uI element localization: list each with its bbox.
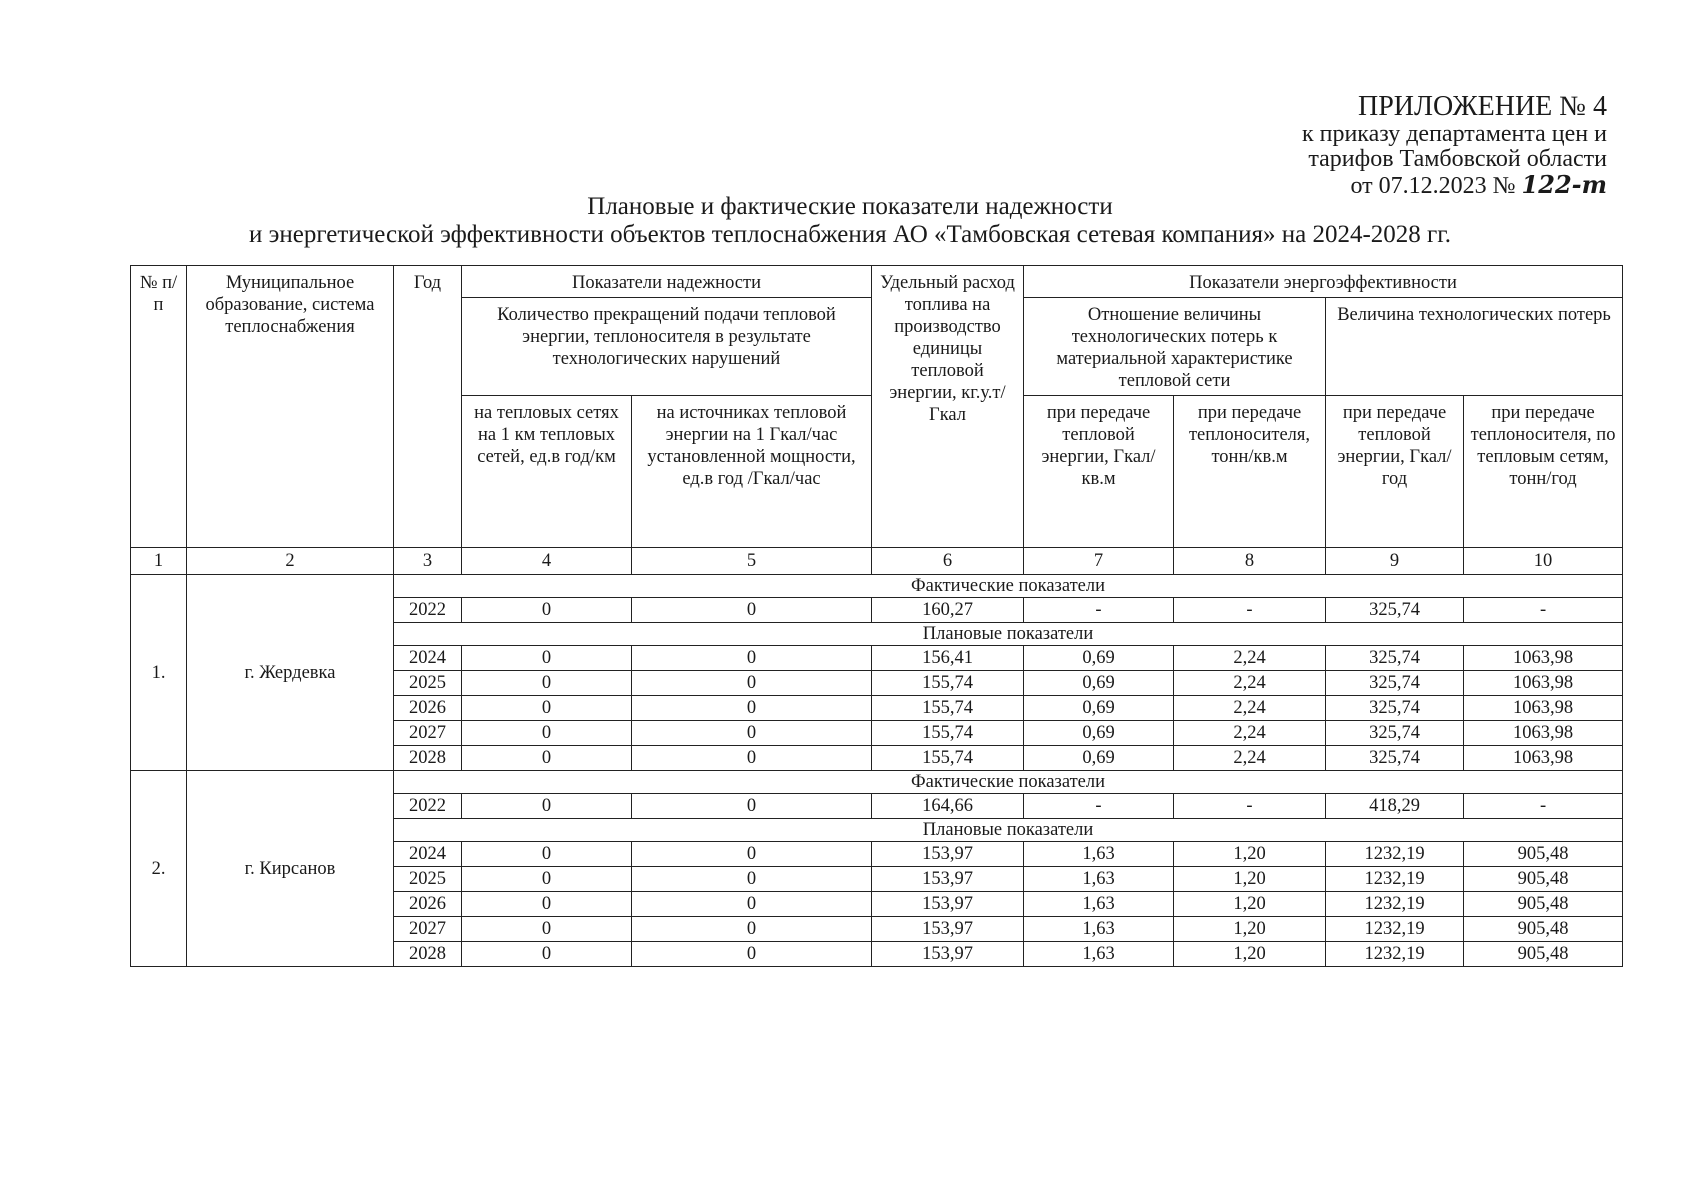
table-cell: 1063,98	[1464, 646, 1623, 671]
table-cell: 0	[632, 696, 872, 721]
header-loss-value: Величина технологических потерь	[1326, 298, 1623, 396]
row-index: 1.	[131, 575, 187, 771]
header-energy-efficiency: Показатели энергоэффективности	[1024, 266, 1623, 298]
header-ratio-carrier: при передаче теплоносителя, тонн/кв.м	[1174, 396, 1326, 548]
table-cell: 325,74	[1326, 671, 1464, 696]
table-cell: 0	[632, 746, 872, 771]
table-cell: -	[1024, 598, 1174, 623]
header-reliability: Показатели надежности	[462, 266, 872, 298]
table-cell: 0	[462, 746, 632, 771]
table-cell: -	[1174, 794, 1326, 819]
table-cell: 0	[462, 721, 632, 746]
table-cell: 1063,98	[1464, 721, 1623, 746]
indicators-table	[130, 265, 1623, 967]
table-cell: 0	[462, 646, 632, 671]
column-number: 3	[394, 548, 462, 575]
table-cell: 0,69	[1024, 746, 1174, 771]
municipality-name: г. Кирсанов	[187, 771, 394, 967]
table-cell: 325,74	[1326, 646, 1464, 671]
table-cell: 1232,19	[1326, 892, 1464, 917]
table-cell: 2025	[394, 867, 462, 892]
header-year: Год	[394, 266, 462, 548]
table-cell: 1,20	[1174, 917, 1326, 942]
table-cell: 905,48	[1464, 892, 1623, 917]
table-cell: 155,74	[872, 671, 1024, 696]
column-number: 5	[632, 548, 872, 575]
table-cell: 1,20	[1174, 892, 1326, 917]
row-index: 2.	[131, 771, 187, 967]
document-title	[150, 193, 1550, 249]
table-cell: 155,74	[872, 746, 1024, 771]
table-cell: 0	[462, 696, 632, 721]
table-cell: 2,24	[1174, 746, 1326, 771]
header-interruptions: Количество прекращений подачи тепловой энергии, теплоносителя в результате технологических нарушений	[462, 298, 872, 396]
table-cell: 0,69	[1024, 646, 1174, 671]
table-cell: -	[1174, 598, 1326, 623]
column-number: 8	[1174, 548, 1326, 575]
table-cell: 1232,19	[1326, 942, 1464, 967]
table-cell: 2027	[394, 917, 462, 942]
table-cell: 1063,98	[1464, 746, 1623, 771]
section-label-actual: Фактические показатели	[394, 771, 1623, 794]
section-row-actual	[131, 575, 1623, 598]
header-loss-carrier: при передаче теплоносителя, по тепловым сетям, тонн/год	[1464, 396, 1623, 548]
table-cell: 153,97	[872, 867, 1024, 892]
table-cell: 160,27	[872, 598, 1024, 623]
table-cell: 164,66	[872, 794, 1024, 819]
table-cell: 1,63	[1024, 842, 1174, 867]
table-cell: 153,97	[872, 892, 1024, 917]
table-cell: 2026	[394, 892, 462, 917]
table-cell: 1,63	[1024, 917, 1174, 942]
header-on-networks: на тепловых сетях на 1 км тепловых сетей, ед.в год/км	[462, 396, 632, 548]
table-cell: 0	[462, 917, 632, 942]
table-cell: 2028	[394, 942, 462, 967]
order-date: от 07.12.2023 №	[1350, 173, 1516, 199]
table-cell: 0	[462, 598, 632, 623]
header-ratio-heat: при передаче тепловой энергии, Гкал/кв.м	[1024, 396, 1174, 548]
table-cell: 325,74	[1326, 696, 1464, 721]
table-cell: 905,48	[1464, 942, 1623, 967]
header-row-1	[131, 266, 1623, 298]
table-cell: 0	[632, 942, 872, 967]
table-cell: 0	[632, 646, 872, 671]
table-cell: 2,24	[1174, 721, 1326, 746]
table-cell: 0	[632, 892, 872, 917]
column-number: 6	[872, 548, 1024, 575]
table-cell: 0	[632, 794, 872, 819]
header-loss-heat: при передаче тепловой энергии, Гкал/год	[1326, 396, 1464, 548]
table-cell: 0	[632, 842, 872, 867]
title-line-2: и энергетической эффективности объектов теплоснабжения АО «Тамбовская сетевая компания» на 2024-2028 гг.	[249, 221, 1451, 248]
table-cell: 2028	[394, 746, 462, 771]
table-cell: 1,20	[1174, 842, 1326, 867]
header-municipality: Муниципальное образование, система теплоснабжения	[187, 266, 394, 548]
table-cell: 153,97	[872, 942, 1024, 967]
table-cell: 1063,98	[1464, 671, 1623, 696]
table-cell: 2022	[394, 598, 462, 623]
table-cell: 1232,19	[1326, 867, 1464, 892]
table-cell: 325,74	[1326, 721, 1464, 746]
table-cell: 0	[632, 917, 872, 942]
table-cell: 1,63	[1024, 867, 1174, 892]
section-row-actual	[131, 771, 1623, 794]
table-cell: 1,63	[1024, 942, 1174, 967]
table-cell: 0	[632, 721, 872, 746]
table-cell: -	[1024, 794, 1174, 819]
table-cell: 1,20	[1174, 867, 1326, 892]
header-on-sources: на источниках тепловой энергии на 1 Гкал/час установленной мощности, ед.в год /Гкал/час	[632, 396, 872, 548]
table-cell: 2022	[394, 794, 462, 819]
table-cell: 0	[632, 671, 872, 696]
table-cell: 325,74	[1326, 598, 1464, 623]
table-cell: 156,41	[872, 646, 1024, 671]
table-cell: 2027	[394, 721, 462, 746]
table-cell: 0	[462, 867, 632, 892]
table-cell: 1232,19	[1326, 917, 1464, 942]
column-number: 7	[1024, 548, 1174, 575]
table-cell: 0,69	[1024, 721, 1174, 746]
column-numbers-row	[131, 548, 1623, 575]
table-cell: 2025	[394, 671, 462, 696]
table-cell: 2024	[394, 842, 462, 867]
column-number: 2	[187, 548, 394, 575]
header-num: № п/п	[131, 266, 187, 548]
appendix-title: ПРИЛОЖЕНИЕ № 4	[1358, 91, 1607, 122]
table-cell: 0	[462, 794, 632, 819]
column-number: 1	[131, 548, 187, 575]
appendix-line-2: тарифов Тамбовской области	[1308, 146, 1607, 172]
table-cell: 0	[462, 892, 632, 917]
table-cell: 2,24	[1174, 671, 1326, 696]
header-fuel: Удельный расход топлива на производство единицы тепловой энергии, кг.у.т/Гкал	[872, 266, 1024, 548]
table-cell: 0,69	[1024, 696, 1174, 721]
section-label-plan: Плановые показатели	[394, 623, 1623, 646]
header-loss-ratio: Отношение величины технологических потерь к материальной характеристике тепловой сети	[1024, 298, 1326, 396]
table-cell: 155,74	[872, 721, 1024, 746]
table-cell: 0	[632, 867, 872, 892]
table-cell: 153,97	[872, 842, 1024, 867]
section-label-plan: Плановые показатели	[394, 819, 1623, 842]
title-line-1: Плановые и фактические показатели надежности	[587, 193, 1113, 220]
column-number: 10	[1464, 548, 1623, 575]
table-cell: 2,24	[1174, 696, 1326, 721]
table-cell: 0,69	[1024, 671, 1174, 696]
table-cell: -	[1464, 598, 1623, 623]
table-cell: 0	[462, 842, 632, 867]
appendix-header	[1302, 92, 1607, 199]
table-cell: 325,74	[1326, 746, 1464, 771]
table-cell: 1,63	[1024, 892, 1174, 917]
table-cell: 2026	[394, 696, 462, 721]
order-number-handwritten: 122-т	[1521, 170, 1607, 199]
table-cell: 0	[462, 942, 632, 967]
table-cell: 155,74	[872, 696, 1024, 721]
table-cell: 1063,98	[1464, 696, 1623, 721]
table-cell: 418,29	[1326, 794, 1464, 819]
table-cell: 0	[462, 671, 632, 696]
table-cell: 905,48	[1464, 842, 1623, 867]
municipality-name: г. Жердевка	[187, 575, 394, 771]
table-cell: 905,48	[1464, 917, 1623, 942]
table-cell: 2024	[394, 646, 462, 671]
appendix-line-1: к приказу департамента цен и	[1301, 121, 1607, 147]
table-cell: 153,97	[872, 917, 1024, 942]
column-number: 9	[1326, 548, 1464, 575]
section-label-actual: Фактические показатели	[394, 575, 1623, 598]
table-cell: -	[1464, 794, 1623, 819]
table-cell: 1,20	[1174, 942, 1326, 967]
column-number: 4	[462, 548, 632, 575]
table-cell: 905,48	[1464, 867, 1623, 892]
table-cell: 1232,19	[1326, 842, 1464, 867]
table-cell: 0	[632, 598, 872, 623]
table-cell: 2,24	[1174, 646, 1326, 671]
